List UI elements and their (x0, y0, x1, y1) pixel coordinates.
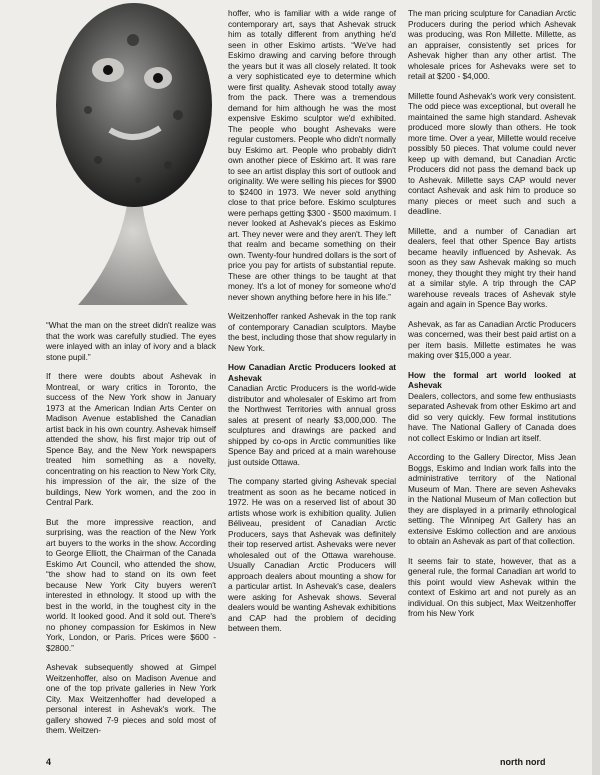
page-number: 4 (46, 757, 52, 767)
page-edge (592, 0, 600, 775)
paragraph: Ashevak, as far as Canadian Arctic Producers was concerned, was their best paid artist on a per item basis. Millette estimates he was making over $15,000 a year. (408, 318, 576, 360)
paragraph: hoffer, who is familiar with a wide range of contemporary art, says that Ashevak struck him as totally different from anything he'd seen in other Eskimo artists. “We've had Eskimo drawing and carving before through the years but it was all closely related. It took a very sophisticated eye to determine which were first quality. Ashevak stood totally away from the pack. There was a tremendous demand for him although he was the most expensive Eskimo sculptor we'd exhibited. The people who bought Ashevaks were regular customers. People who didn't normally buy Eskimo art. People who probably didn't own another piece of Eskimo art. It was rare to see an artist display this sort of outlook and originality. We were selling his pieces for $900 to $2400 in 1973. We never sold anything close to that price before. Eskimo sculptures were perhaps getting $300 - $500 maximum. I never looked at Ashevak's pieces as Eskimo art. They never were and they aren't. They left that realm and became something on their own. Twenty-four hundred dollars is the sort of price you pay for artists of substantial repute. These are other things to be taught at that money. It's a lot of money for someone who'd never shown anything before here in his life.” (228, 8, 396, 302)
paragraph: According to the Gallery Director, Miss Jean Boggs, Eskimo and Indian work falls into the administrative territory of the National Museum of Man. There are seven Ashevaks in the National Museum of Man collection but they are displayed in a primarily ethnological setting. The Winnipeg Art Gallery has an extensive Eskimo collection and are anxious to obtain an Ashevak as part of that collection. (408, 452, 576, 546)
paragraph: Millette, and a number of Canadian art dealers, feel that other Spence Bay artists became heavily influenced by Ashevak. As soon as they saw Ashevak making so much money, they thought they might try their hand at a similar style. A trip through the CAP warehouse reveals traces of Ashevak style again and again in Spence Bay works. (408, 225, 576, 309)
paragraph: It seems fair to state, however, that as a general rule, the formal Canadian art world to this point would view Ashevak within the context of Eskimo art and not purely as an individual. On this subject, Max Weitzenhoffer from his New York (408, 555, 576, 618)
magazine-name: north nord (500, 757, 546, 767)
paragraph: The man pricing sculpture for Canadian Arctic Producers during the period which Ashevak was producing, was Ron Millette. Millette, as an appraiser, consistently set prices for Ashevak higher than any other artist. The wholesale prices for Ashevaks were set to retail at $200 - $4,000. (408, 8, 576, 81)
paragraph: Weitzenhoffer ranked Ashevak in the top rank of contemporary Canadian sculptors. Maybe the best, including those that show regularly in New York. (228, 311, 396, 353)
column-3 (408, 8, 576, 628)
sculpture-photo (38, 0, 228, 310)
section-heading: How Canadian Arctic Producers looked at Ashevak (228, 362, 396, 383)
paragraph: Millette found Ashevak's work very consistent. The odd piece was exceptional, but overall he maintained the same high standard. Ashevak produced more slowly than others. He took more time. Over a year, Millette would receive possibly 50 pieces. That volume could never keep up with demand, but Canadian Arctic Producers did not pass the demand back up to Ashevak. Millette says CAP would never contact Ashevak and ask him to produce so many pieces or meet such and such a deadline. (408, 90, 576, 216)
paragraph: But the more impressive reaction, and surprising, was the reaction of the New York art buyers to the works in the show. According to George Elliott, the Chairman of the Canada Eskimo Art Council, who attended the show, “the show had to stand on its own feet because New York City buyers weren't interested in ethnology. It stood up with the best in the world, in the toughest city in the world. It looked good. And it sold out. There's no phoney compassion for Eskimos in New York, London, or Paris. Prices were $600 - $2800.” (46, 516, 216, 653)
paragraph: The company started giving Ashevak special treatment as soon as he became noticed in 1972. He was on a reserved list of about 30 artists whose work is exhibition quality. Julien Béliveau, president of Canadian Arctic Producers, says that Ashevak was definitely their top reserved artist. Ashevaks were never wholesaled out of the Ottawa warehouse. Usually Canadian Arctic Producers will approach dealers about mounting a show for a particular artist. In Ashevak's case, dealers were asking for Ashevak shows. Several dealers would be wanting Ashevak exhibitions and CAP had the problem of deciding between them. (228, 476, 396, 633)
section-heading: How the formal art world looked at Ashevak (408, 369, 576, 390)
paragraph: Ashevak subsequently showed at Gimpel Weitzenhoffer, also on Madison Avenue and one of the top private galleries in New York City. Max Weitzenhoffer had developed a personal interest in Ashevak's work. The gallery showed 7-9 pieces and sold most of them. Weitzen- (46, 662, 216, 735)
paragraph: Dealers, collectors, and some few enthusiasts separated Ashevak from other Eskimo art and did so very quickly. Few formal institutions have. The National Gallery of Canada does not collect Eskimo or Indian art itself. (408, 390, 576, 443)
paragraph: Canadian Arctic Producers is the world-wide distributor and wholesaler of Eskimo art from the Northwest Territories with annual gross sales at present of nearly $3,000,000. The sculptures and drawings are packed and shipped by co-ops in Arctic communities like Spence Bay and priced at a main warehouse just outside Ottawa. (228, 383, 396, 467)
column-1 (46, 320, 216, 745)
caption-quote: “What the man on the street didn't realize was that the work was carefully studied. The eyes were inlayed with an inlay of ivory and a black stone pupil.” (46, 320, 216, 362)
paragraph: If there were doubts about Ashevak in Montreal, or wary critics in Toronto, the success of the New York show in January 1973 at the American Indian Arts Center on Madison Avenue established the Canadian artist back in his own country. Ashevak himself attended the show, his first major trip out of Spence Bay, and the New York newspapers treated him something as a novelty, concentrating on his reaction to New York City, his impression of the air, the size of the buildings, New York women, and the zoo in Central Park. (46, 371, 216, 507)
column-2 (228, 8, 396, 643)
